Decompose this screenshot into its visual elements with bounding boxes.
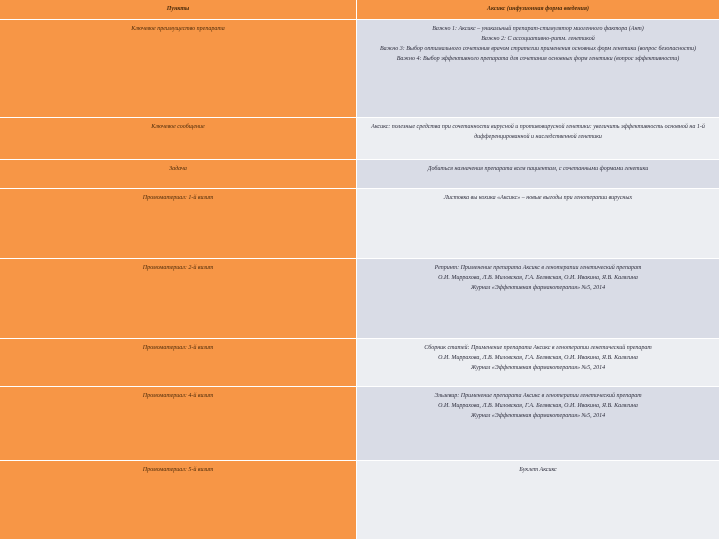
advantage-line: Важно 4: Выбор эффективного препарата для сочетания основных форм генетики (вопрос эффективности) bbox=[396, 56, 680, 62]
visit-2-line: Репринт: Применение препарата Аксикс в генотерапии генетический препарат bbox=[434, 265, 642, 271]
visit-1-text: Листовка вы кохика «Аксикс» – новые выгоды при генотерапии вирусных bbox=[443, 195, 633, 201]
row-label-advantage: Ключевое преимущество препарата bbox=[0, 20, 357, 118]
visit-2-line: Журнал «Эффективная фармакотерапия» №5, 2014 bbox=[470, 285, 606, 291]
row-value-visit-5 bbox=[357, 461, 720, 540]
task-text: Добиться назначения препарата всем пациентам, с сочетанными формами генетики bbox=[427, 166, 649, 172]
row-label-task: Задача bbox=[0, 160, 357, 189]
row-label-visit-3: Промоматериал: 3-й визит bbox=[0, 339, 357, 387]
visit-2-line: О.И. Миррахова, Л.В. Миловская, Г.А. Белявская, О.И. Ивакина, Я.В. Калягина bbox=[438, 275, 638, 281]
row-label-visit-2: Промоматериал: 2-й визит bbox=[0, 259, 357, 339]
advantage-line: Важно 3: Выбор оптимального сочетания врачом стратегии применения основных форм генетики (вопрос безопасности) bbox=[380, 46, 696, 52]
advantage-line: Важно 2: С ассоциативно-ритм. генетикой bbox=[481, 36, 595, 42]
visit-5-text: Буклет Аксикс bbox=[519, 467, 557, 473]
visit-3-line: Сборник статей: Применение препарата Аксикс в генотерапии генетический препарат bbox=[424, 345, 652, 351]
visit-4-line: Эльзевир: Применение препарата Аксикс в генотерапии генетический препарат bbox=[434, 393, 642, 399]
row-value-advantage bbox=[357, 20, 720, 118]
message-text: Аксикс: полезные средства при сочетанности вирусной и противовирусной генетики: увеличить эффективность основной на 1-й дифференцированной и наследственной генетики bbox=[371, 124, 705, 140]
row-label-visit-1: Промоматериал: 1-й визит bbox=[0, 189, 357, 259]
row-value-visit-1 bbox=[357, 189, 720, 259]
visit-4-line: О.И. Миррахова, Л.В. Миловская, Г.А. Белявская, О.И. Ивакина, Я.В. Калягина bbox=[438, 403, 638, 409]
row-label-visit-4: Промоматериал: 4-й визит bbox=[0, 387, 357, 461]
header-col1: Пункты bbox=[0, 0, 357, 20]
header-col2: Аксикс (инфузионная форма введения) bbox=[357, 0, 720, 20]
row-value-visit-3 bbox=[357, 339, 720, 387]
row-label-message: Ключевое сообщение bbox=[0, 118, 357, 160]
advantage-line: Важно 1: Аксикс – уникальный препарат-стимулятор миогенного фактора (Ант) bbox=[432, 26, 644, 32]
visit-4-line: Журнал «Эффективная фармакотерапия» №5, 2014 bbox=[470, 413, 606, 419]
visit-3-line: Журнал «Эффективная фармакотерапия» №5, 2014 bbox=[470, 365, 606, 371]
row-value-visit-4 bbox=[357, 387, 720, 461]
row-label-visit-5: Промоматериал: 5-й визит bbox=[0, 461, 357, 540]
row-value-visit-2 bbox=[357, 259, 720, 339]
row-value-message bbox=[357, 118, 720, 160]
row-value-task bbox=[357, 160, 720, 189]
visit-3-line: О.И. Миррахова, Л.В. Миловская, Г.А. Белявская, О.И. Ивакина, Я.В. Калягина bbox=[438, 355, 638, 361]
